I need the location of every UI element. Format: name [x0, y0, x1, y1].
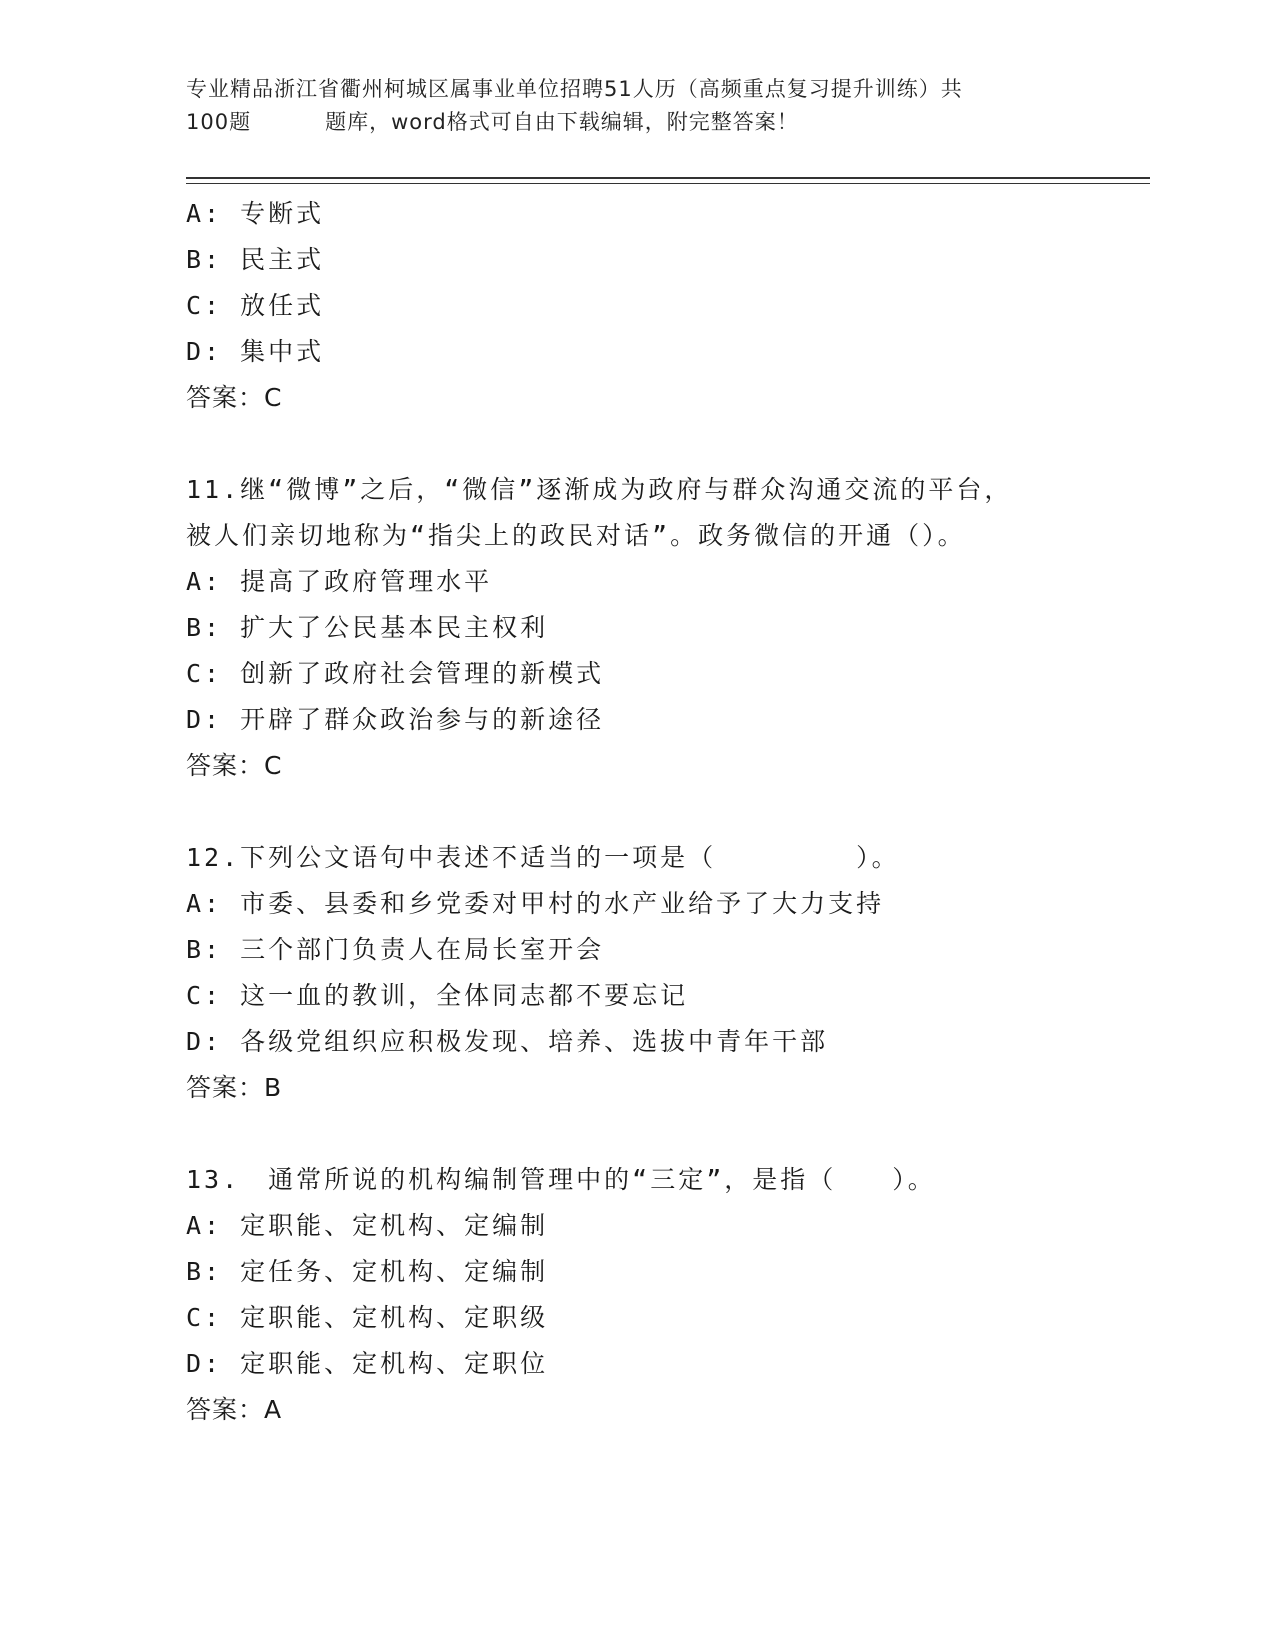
header-title-line1: 专业精品浙江省衢州柯城区属事业单位招聘51人历（高频重点复习提升训练）共	[186, 77, 963, 101]
option-a: A: 定职能、定机构、定编制	[186, 1211, 549, 1240]
option-b: B: 定任务、定机构、定编制	[186, 1257, 549, 1286]
option-d: D: 集中式	[186, 337, 325, 366]
option-c: C: 放任式	[186, 291, 325, 320]
answer: 答案：C	[186, 751, 283, 780]
header-title-line2	[186, 106, 1086, 139]
question-11	[186, 467, 1106, 789]
option-c: C: 创新了政府社会管理的新模式	[186, 659, 605, 688]
header-question-count: 100题	[186, 110, 252, 134]
option-a: A: 提高了政府管理水平	[186, 567, 493, 596]
question-13	[186, 1157, 1106, 1433]
option-c: C: 这一血的教训，全体同志都不要忘记	[186, 981, 689, 1010]
option-b: B: 三个部门负责人在局长室开会	[186, 935, 605, 964]
header-divider-thick	[186, 177, 1150, 179]
question-10	[186, 191, 1106, 421]
answer: 答案：A	[186, 1395, 283, 1424]
question-stem: 12.下列公文语句中表述不适当的一项是（ ）。	[186, 843, 900, 872]
header-description: 题库，word格式可自由下载编辑，附完整答案！	[325, 110, 799, 134]
question-stem: 13. 通常所说的机构编制管理中的“三定”，是指（ ）。	[186, 1165, 936, 1194]
answer: 答案：C	[186, 383, 283, 412]
option-b: B: 扩大了公民基本民主权利	[186, 613, 549, 642]
document-header	[186, 73, 1086, 139]
option-b: B: 民主式	[186, 245, 325, 274]
option-d: D: 开辟了群众政治参与的新途径	[186, 705, 605, 734]
question-list	[186, 191, 1106, 1433]
answer: 答案：B	[186, 1073, 283, 1102]
option-a: A: 专断式	[186, 199, 325, 228]
option-d: D: 各级党组织应积极发现、培养、选拔中青年干部	[186, 1027, 829, 1056]
header-divider-thin	[186, 183, 1150, 184]
option-d: D: 定职能、定机构、定职位	[186, 1349, 549, 1378]
question-12	[186, 835, 1106, 1111]
question-stem-continued: 被人们亲切地称为“指尖上的政民对话”。政务微信的开通（）。	[186, 521, 966, 550]
question-stem: 11.继“微博”之后，“微信”逐渐成为政府与群众沟通交流的平台，	[186, 475, 1013, 504]
option-c: C: 定职能、定机构、定职级	[186, 1303, 549, 1332]
option-a: A: 市委、县委和乡党委对甲村的水产业给予了大力支持	[186, 889, 885, 918]
